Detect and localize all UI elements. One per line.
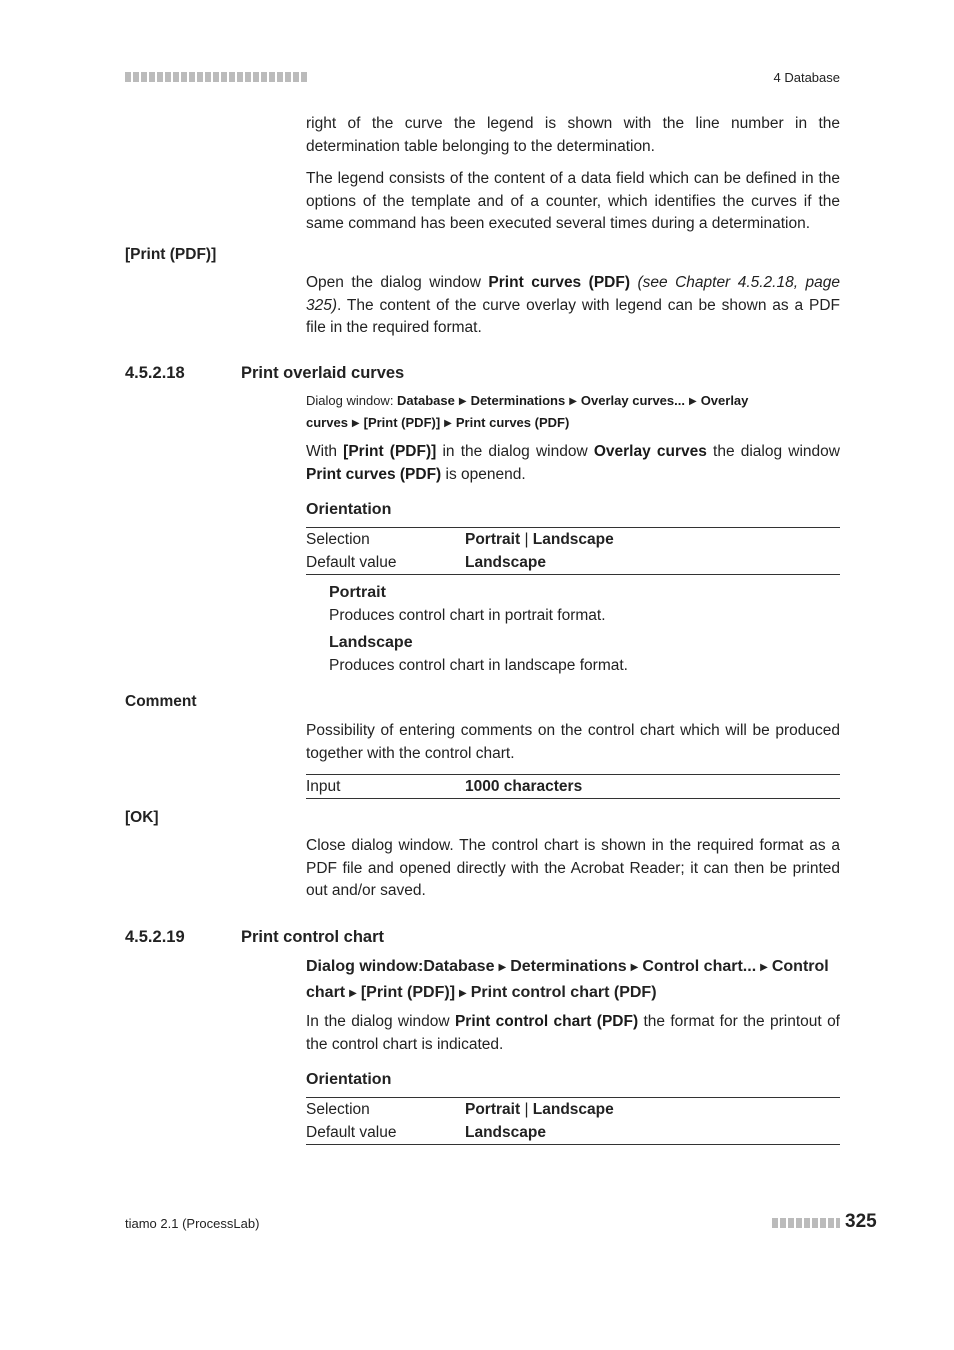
section-19-number: 4.5.2.19 xyxy=(125,928,185,946)
triangle-right-icon: ▶ xyxy=(688,396,697,407)
landscape-option-title: Landscape xyxy=(329,634,413,651)
print-pdf-description: Open the dialog window Print curves (PDF) (see Chapter 4.5.2.18, page 325). The content of the curve overlay with legend can be shown as a PDF file in the required format. xyxy=(306,274,840,336)
section-19-orientation-title: Orientation xyxy=(306,1071,392,1088)
footer-decoration xyxy=(772,1218,840,1228)
triangle-right-icon: ▶ xyxy=(444,418,452,429)
triangle-right-icon: ▶ xyxy=(349,988,357,999)
ok-description: Close dialog window. The control chart is shown in the required format as a PDF file and opened directly with the Acrobat Reader; it can then be printed out and/or saved. xyxy=(306,837,840,899)
triangle-right-icon: ▶ xyxy=(569,396,577,407)
print-pdf-label: [Print (PDF)] xyxy=(125,246,217,263)
section-19-orientation-table xyxy=(306,1097,840,1145)
section-18-title: Print overlaid curves xyxy=(241,364,405,382)
triangle-right-icon: ▶ xyxy=(459,988,467,999)
portrait-option-desc: Produces control chart in portrait format. xyxy=(329,607,606,624)
section-19-description: In the dialog window Print control chart (PDF) the format for the printout of the control chart is indicated. xyxy=(306,1013,840,1053)
section-19-title: Print control chart xyxy=(241,928,385,946)
landscape-option-desc: Produces control chart in landscape format. xyxy=(329,657,628,674)
comment-input-table xyxy=(306,774,840,799)
portrait-option-title: Portrait xyxy=(329,584,386,601)
comment-description: Possibility of entering comments on the control chart which will be produced together with the control chart. xyxy=(306,722,840,762)
intro-paragraph-2: The legend consists of the content of a data field which can be defined in the options of the template and of a counter, which identifies the curves if the same command has been executed several times during a determination. xyxy=(306,170,840,232)
section-18-number: 4.5.2.18 xyxy=(125,364,185,382)
table-row: Default value Landscape xyxy=(306,554,546,571)
table-row: Default value Landscape xyxy=(306,1124,546,1141)
table-row: Selection Portrait | Landscape xyxy=(306,1101,614,1118)
triangle-right-icon: ▶ xyxy=(760,962,768,973)
table-row: Selection Portrait | Landscape xyxy=(306,531,614,548)
triangle-right-icon: ▶ xyxy=(498,962,507,973)
header-decoration xyxy=(125,72,307,82)
triangle-right-icon: ▶ xyxy=(351,418,360,429)
footer-product: tiamo 2.1 (ProcessLab) xyxy=(125,1216,260,1231)
section-18-orientation-title: Orientation xyxy=(306,501,392,518)
section-19-dialog-path: Dialog window:Database ▶ Determinations ▶ Control chart... ▶ Control chart ▶ [Print (PDF)] ▶ Print control chart (PDF) xyxy=(306,958,829,1001)
section-18-orientation-table xyxy=(306,527,840,575)
triangle-right-icon: ▶ xyxy=(630,962,639,973)
comment-label: Comment xyxy=(125,693,197,710)
triangle-right-icon: ▶ xyxy=(458,396,467,407)
header-section: 4 Database xyxy=(773,70,840,85)
intro-paragraph-1: right of the curve the legend is shown with the line number in the determination table belonging to the determination. xyxy=(306,115,840,155)
section-18-dialog-path: Dialog window: Database ▶ Determinations ▶ Overlay curves... ▶ Overlay curves ▶ [Print (PDF)] ▶ Print curves (PDF) xyxy=(306,393,749,430)
section-18-description: With [Print (PDF)] in the dialog window Overlay curves the dialog window Print curves (PDF) is openend. xyxy=(306,443,840,483)
chapter-reference-link[interactable]: (see Chapter 4.5.2.18, page 325) xyxy=(306,274,840,314)
ok-label: [OK] xyxy=(125,809,159,826)
page-number: 325 xyxy=(845,1211,877,1232)
table-row: Input 1000 characters xyxy=(306,778,583,795)
